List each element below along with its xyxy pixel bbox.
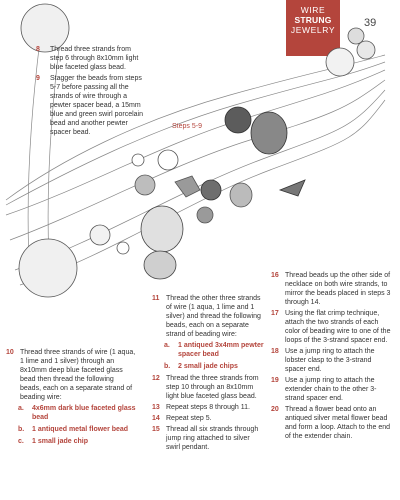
faceted-bead (144, 251, 176, 279)
step-12 (152, 374, 265, 401)
step-number: 13 (152, 404, 160, 411)
step-text: Use a jump ring to attach the lobster clasp to the 3-strand spacer end. (285, 348, 375, 373)
step-text: Use a jump ring to attach the extender chain to the other 3-strand spacer end. (285, 377, 377, 402)
substep-letter: b. (164, 363, 171, 370)
step-15 (152, 425, 265, 452)
substep-11a (152, 341, 265, 359)
step-number: 12 (152, 375, 160, 382)
step-11 (152, 294, 265, 339)
steps-11-15 (152, 294, 265, 454)
faceted-bead (141, 206, 183, 252)
step-number: 8 (36, 46, 40, 53)
step-text: Stagger the beads from steps 5-7 before passing all the strands of wire through a pewter spacer bead, a 15mm blue and green swirl porcelain bead and another pewter spacer bead. (50, 75, 143, 136)
step-text: Thread beads up the other side of necklace on both wire strands, to mirror the beads placed in steps 3 through 14. (285, 272, 391, 306)
step-text: Thread three strands of wire (1 aqua, 1 lime and 1 silver) through an 8x10mm deep blue faceted glass bead then thread the following beads, each on a separate strand of beading wire: (20, 349, 136, 401)
substep-text: 1 small jade chip (32, 438, 89, 445)
flower-bead (117, 242, 129, 254)
porcelain-bead (19, 239, 77, 297)
step-9 (36, 74, 144, 137)
step-number: 19 (271, 377, 279, 384)
step-17 (271, 309, 391, 345)
substep-text: 4x6mm dark blue faceted glass bead (32, 405, 136, 421)
substep-10a (6, 404, 136, 422)
textured-bead (230, 183, 252, 207)
top-bead-group (326, 28, 375, 76)
faceted-bead (135, 175, 155, 195)
substep-text: 1 antiqued 3x4mm pewter spacer bead (178, 342, 264, 358)
step-10 (6, 348, 136, 402)
substep-text: 1 antiqued metal flower bead (32, 426, 129, 433)
spacer-bead (326, 48, 354, 76)
spacer-bead (90, 225, 110, 245)
step-text: Repeat steps 8 through 11. (166, 404, 250, 411)
substep-letter: b. (18, 426, 25, 433)
steps-8-9 (36, 45, 144, 139)
step-18 (271, 347, 391, 374)
step-text: Thread a flower bead onto an antiqued silver metal flower bead and form a loop. Attach to the end of the extender chain. (285, 406, 391, 440)
steps-label: Steps 5-9 (172, 123, 202, 130)
flower-bead (132, 154, 144, 166)
step-number: 14 (152, 415, 160, 422)
substep-text: 2 small jade chips (178, 363, 238, 370)
flower-bead (158, 150, 178, 170)
jade-chip (280, 180, 305, 196)
step-13 (152, 403, 265, 412)
step-20 (271, 405, 391, 441)
step-text: Thread the three strands from step 10 through an 8x10mm light blue faceted glass bead. (166, 375, 259, 400)
small-bead (357, 41, 375, 59)
substep-letter: a. (164, 342, 170, 349)
step-text: Thread the other three strands of wire (1 aqua, 1 lime and 1 silver) and thread the following beads, each on a separate strand of beading wire: (166, 295, 261, 338)
faceted-bead (225, 107, 251, 133)
step-19 (271, 376, 391, 403)
step-text: Thread all six strands through jump ring attached to silver swirl pendant. (166, 426, 259, 451)
title-line-strung: STRUNG (294, 15, 332, 25)
faceted-bead (251, 112, 287, 154)
substep-letter: c. (18, 438, 24, 445)
step-number: 15 (152, 426, 160, 433)
page-number: 39 (364, 17, 377, 29)
step-16 (271, 271, 391, 307)
title-line-jewelry: JEWELRY (290, 25, 336, 35)
step-text: Thread three strands from step 6 through 8x10mm light blue faceted glass bead. (50, 46, 139, 71)
jade-chip (197, 207, 213, 223)
step-number: 11 (152, 295, 160, 302)
faceted-bead (201, 180, 221, 200)
step-10-block (6, 348, 136, 449)
title-line-wire: WIRE (300, 5, 326, 15)
step-number: 17 (271, 310, 279, 317)
step-8 (36, 45, 144, 72)
step-number: 9 (36, 75, 40, 82)
substep-10b (6, 425, 136, 434)
jade-chip (175, 176, 200, 197)
small-bead (348, 28, 364, 44)
step-number: 18 (271, 348, 279, 355)
step-number: 16 (271, 272, 279, 279)
step-14 (152, 414, 265, 423)
substep-11b (152, 362, 265, 371)
step-number: 10 (6, 349, 14, 356)
step-text: Using the flat crimp technique, attach the two strands of each color of beading wire to one of the loops of the 3-strand spacer end. (285, 310, 391, 344)
substep-letter: a. (18, 405, 24, 412)
steps-16-20 (271, 271, 391, 443)
step-number: 20 (271, 406, 279, 413)
substep-10c (6, 437, 136, 446)
step-text: Repeat step 5. (166, 415, 212, 422)
